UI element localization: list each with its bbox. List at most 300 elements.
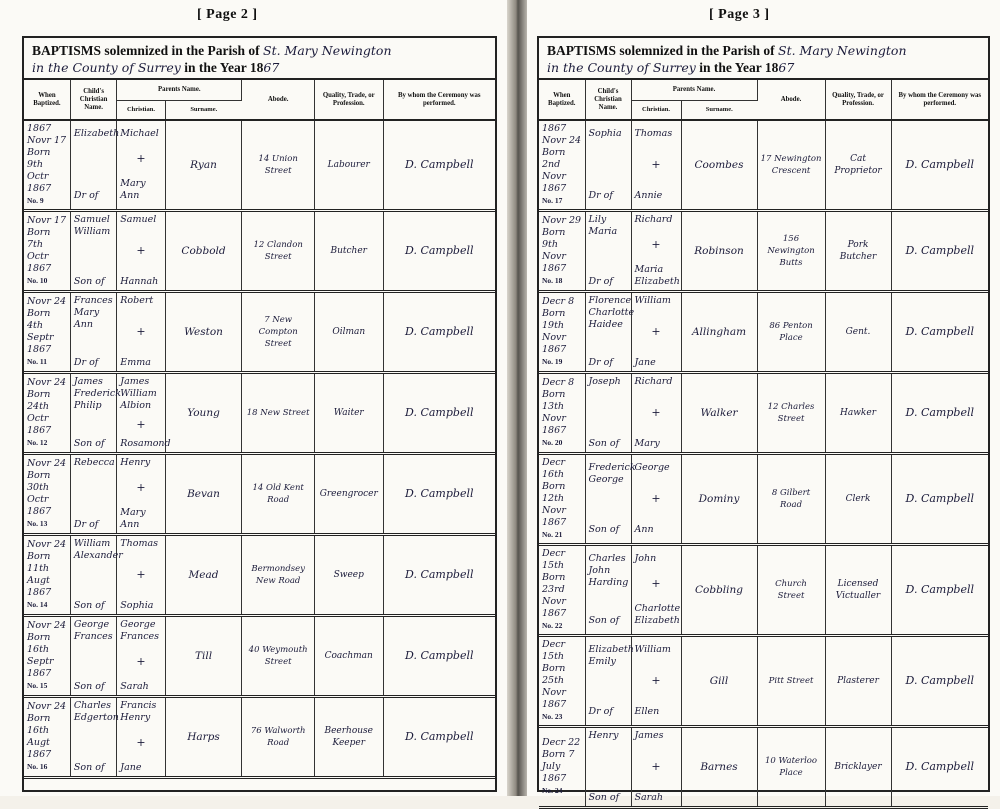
entry-number: No. 14 [27,600,48,609]
header-christian: Christian. [117,100,165,120]
cell-officiant-signature: D. Campbell [383,697,495,778]
child-stack [73,538,123,612]
child-relation: Son of [73,438,105,449]
parents-stack [635,730,678,804]
cell-child-name [585,373,631,454]
birth-date: Born 7th Octr 1867 [27,227,52,274]
cell-child-name [70,697,119,778]
header-child: Child's Christian Name. [70,80,116,120]
child-name: Sophia [588,128,622,139]
table-row [24,616,495,697]
mother-name: Mary Ann [120,178,146,201]
cell-abode: 8 Gilbert Road [757,454,825,545]
book-spine [507,0,527,796]
entry-number: No. 13 [27,519,48,528]
ampersand-mark: + [651,406,661,419]
cell-quality: Pork Butcher [825,211,891,292]
child-name: George Frances [73,619,113,642]
child-name: Joseph [588,376,621,387]
table-row [24,535,495,616]
cell-parents-christian [631,292,681,373]
cell-quality: Labourer [314,120,383,211]
title-county: in the County of Surrey [547,60,696,75]
mother-name: Emma [120,357,151,368]
child-name: Henry [588,730,619,741]
mother-name: Hannah [120,276,159,287]
cell-surname: Till [165,616,242,697]
cell-quality: Gent. [825,292,891,373]
header-abode: Abode. [757,80,825,120]
cell-officiant-signature: D. Campbell [891,545,988,636]
child-relation: Son of [73,600,105,611]
child-name: Rebecca [73,457,115,468]
parents-stack [635,376,678,450]
cell-parents-christian [631,454,681,545]
entry-number: No. 18 [542,276,563,285]
header-surname: Surname. [165,100,242,120]
cell-child-name [70,120,120,211]
child-stack [588,462,636,536]
entry-number: No. 11 [27,357,48,366]
cell-surname: Allingham [681,292,757,373]
parents-stack [120,295,161,369]
cell-abode: 14 Union Street [242,120,315,211]
header-parents: Parents Name. [117,80,242,100]
father-name: Richard [634,376,673,387]
child-stack [589,376,628,450]
cell-quality: Coachman [314,616,383,697]
parents-stack [120,457,161,531]
birth-date: Born 7 July 1867 [542,749,575,784]
birth-date: Born 30th Octr 1867 [27,470,52,517]
child-name: Frances Mary Ann [73,295,113,330]
child-relation: Dr of [588,190,613,201]
child-relation: Dr of [588,276,613,287]
ampersand-mark: + [136,481,146,494]
cell-abode: Pitt Street [757,636,825,727]
cell-officiant-signature: D. Campbell [891,636,988,727]
child-stack [74,214,113,288]
baptism-date: Novr 24 [27,296,67,307]
ampersand-mark: + [651,577,661,590]
cell-when-baptized [539,373,585,454]
cell-parents-christian [631,636,681,727]
cell-parents-christian [117,373,171,454]
cell-officiant-signature: D. Campbell [383,616,495,697]
parents-stack [120,214,161,288]
cell-quality: Hawker [825,373,891,454]
child-relation: Dr of [588,706,613,717]
cell-when-baptized [539,727,585,808]
cell-child-name [585,454,636,545]
cell-when-baptized [539,120,585,211]
cell-quality: Beerhouse Keeper [314,697,383,778]
header-christian: Christian. [631,100,681,120]
header-abode: Abode. [242,80,315,120]
table-row [539,545,988,636]
cell-child-name [585,545,631,636]
cell-surname: Ryan [165,120,242,211]
child-stack [588,644,634,718]
cell-parents-christian [117,292,165,373]
entry-number: No. 9 [27,196,44,205]
birth-date: Born 24th Octr 1867 [27,389,52,436]
child-stack [589,128,628,202]
header-by-whom: By whom the Ceremony was performed. [891,80,988,120]
cell-surname: Harps [165,697,242,778]
mother-name: Ann [634,524,654,535]
cell-quality: Clerk [825,454,891,545]
baptism-date: Novr 24 [27,539,67,550]
mother-name: Sarah [120,681,149,692]
cell-parents-christian [631,211,681,292]
cell-quality: Oilman [314,292,383,373]
table-row [539,292,988,373]
cell-surname: Cobbling [681,545,757,636]
mother-name: Jane [634,357,656,368]
ampersand-mark: + [651,238,661,251]
father-name: Samuel [120,214,157,225]
entry-number: No. 24 [542,786,563,795]
cell-officiant-signature: D. Campbell [891,454,988,545]
baptism-date: Decr 8 [542,377,575,388]
header-quality: Quality, Trade, or Profession. [825,80,891,120]
title-print: BAPTISMS solemnized in the Parish of [32,43,260,58]
cell-quality: Butcher [314,211,383,292]
cell-when-baptized [24,292,70,373]
father-name: Thomas [634,128,673,139]
cell-when-baptized [539,292,585,373]
cell-parents-christian [631,120,681,211]
child-name: Florence Charlotte Haidee [588,295,635,330]
cell-when-baptized [539,545,585,636]
title-year-hand: 67 [263,60,280,75]
child-stack [74,295,113,369]
child-name: Frederick George [588,462,636,485]
title-year-print: in the Year 18 [699,60,779,75]
ampersand-mark: + [136,325,146,338]
page-number-label: [ Page 3 ] [709,7,770,22]
header-by-whom: By whom the Ceremony was performed. [383,80,495,120]
ampersand-mark: + [136,418,146,431]
baptism-date: Novr 24 [27,458,67,469]
cell-parents-christian [117,120,165,211]
baptism-date: Decr 8 [542,296,575,307]
child-stack [588,295,635,369]
mother-name: Sarah [634,792,663,803]
title-county: in the County of Surrey [32,60,181,75]
cell-surname: Gill [681,636,757,727]
cell-quality: Greengrocer [314,454,383,535]
father-name: Henry [120,457,151,468]
child-stack [73,700,119,774]
register-title [539,38,988,80]
ampersand-mark: + [136,655,146,668]
table-row [539,373,988,454]
table-row [539,727,988,808]
cell-parents-christian [117,697,165,778]
cell-child-name [585,292,635,373]
birth-date: Born 2nd Novr 1867 [542,147,567,194]
cell-surname: Robinson [681,211,757,292]
child-name: Elizabeth [73,128,120,139]
cell-when-baptized [539,211,585,292]
father-name: George [634,462,670,473]
father-name: Richard [634,214,673,225]
birth-date: Born 25th Novr 1867 [542,663,567,710]
ampersand-mark: + [651,492,661,505]
cell-child-name [70,535,123,616]
cell-parents-christian [117,616,165,697]
birth-date: Born 12th Novr 1867 [542,481,567,528]
ampersand-mark: + [651,674,661,687]
table-row [539,211,988,292]
birth-date: Born 9th Novr 1867 [542,227,567,274]
title-parish: St. Mary Newington [263,43,392,58]
cell-parents-christian [631,545,681,636]
cell-abode: 7 New Compton Street [242,292,315,373]
header-parents: Parents Name. [631,80,757,100]
cell-surname: Coombes [681,120,757,211]
table-row [539,454,988,545]
father-name: William [634,644,671,655]
child-stack [589,214,628,288]
title-year-hand: 67 [778,60,795,75]
cell-abode: 17 Newington Crescent [757,120,825,211]
ampersand-mark: + [136,736,146,749]
cell-parents-christian [631,727,681,808]
child-relation: Son of [73,276,105,287]
cell-abode: 76 Walworth Road [242,697,315,778]
cell-when-baptized [24,120,70,211]
mother-name: Rosamond [120,438,171,449]
cell-abode: 40 Weymouth Street [242,616,315,697]
cell-quality: Sweep [314,535,383,616]
cell-abode: 156 Newington Butts [757,211,825,292]
register-frame [537,36,990,803]
birth-date: Born 9th Octr 1867 [27,147,52,194]
child-relation: Dr of [73,190,99,201]
mother-name: Ellen [634,706,660,717]
father-name: James William Albion [120,376,157,411]
header-when: When Baptized. [539,80,585,120]
child-stack [589,730,628,804]
child-relation: Dr of [73,357,99,368]
father-name: William [634,295,671,306]
table-row [24,454,495,535]
cell-quality: Plasterer [825,636,891,727]
table-row [24,373,495,454]
cell-surname: Barnes [681,727,757,808]
parents-stack [635,462,678,536]
cell-child-name [585,120,631,211]
child-relation: Son of [73,681,105,692]
cell-officiant-signature: D. Campbell [383,120,495,211]
child-stack [73,128,120,202]
cell-abode: Bermondsey New Road [242,535,315,616]
birth-date: Born 13th Novr 1867 [542,389,567,436]
parents-stack [635,644,678,718]
parents-stack [120,619,161,693]
mother-name: Annie [634,190,663,201]
register-page-right [527,0,1000,803]
title-year-print: in the Year 18 [184,60,264,75]
header-when: When Baptized. [24,80,70,120]
cell-child-name [585,727,631,808]
cell-when-baptized [24,697,70,778]
cell-quality: Cat Proprietor [825,120,891,211]
baptism-date: 1867 Novr 24 [542,123,582,146]
cell-abode: Church Street [757,545,825,636]
table-row [24,697,495,778]
baptism-date: Novr 17 [27,215,67,226]
header-surname: Surname. [681,100,757,120]
register-page-left [0,0,507,796]
cell-officiant-signature: D. Campbell [891,727,988,808]
child-relation: Son of [588,615,620,626]
entry-number: No. 17 [542,196,563,205]
birth-date: Born 11th Augt 1867 [27,551,52,598]
cell-quality: Bricklayer [825,727,891,808]
cell-child-name [70,292,116,373]
baptism-date: 1867 Novr 17 [27,123,67,146]
cell-surname: Mead [165,535,242,616]
ampersand-mark: + [651,325,661,338]
ampersand-mark: + [651,158,661,171]
parents-stack [635,295,678,369]
cell-parents-christian [117,454,165,535]
cell-parents-christian [117,535,165,616]
child-name: Charles John Harding [588,553,629,588]
father-name: George Frances [120,619,160,642]
cell-when-baptized [24,454,70,535]
parents-stack [635,214,678,288]
parents-stack [635,128,678,202]
mother-name: Charlotte Elizabeth [634,603,681,626]
mother-name: Maria Elizabeth [634,264,680,287]
cell-when-baptized [539,454,585,545]
cell-quality: Licensed Victualler [825,545,891,636]
cell-officiant-signature: D. Campbell [891,373,988,454]
cell-child-name [585,636,634,727]
entry-number: No. 12 [27,438,48,447]
cell-officiant-signature: D. Campbell [383,292,495,373]
register-frame [22,36,497,792]
father-name: James [634,730,664,741]
table-row [539,636,988,727]
cell-surname: Young [165,373,242,454]
child-name: Elizabeth Emily [588,644,634,667]
birth-date: Born 16th Septr 1867 [27,632,54,679]
table-row [539,120,988,211]
title-print: BAPTISMS solemnized in the Parish of [547,43,775,58]
child-stack [589,553,628,627]
child-relation: Son of [73,762,105,773]
father-name: John [634,553,657,564]
table-row [24,120,495,211]
child-relation: Son of [588,792,620,803]
birth-date: Born 4th Septr 1867 [27,308,54,355]
cell-when-baptized [24,211,70,292]
cell-abode: 18 New Street [242,373,315,454]
entry-number: No. 23 [542,712,563,721]
table-row [24,211,495,292]
cell-abode: 12 Charles Street [757,373,825,454]
child-name: Samuel William [73,214,111,237]
child-name: Charles Edgerton [73,700,119,723]
child-stack [74,619,113,693]
cell-surname: Weston [165,292,242,373]
parents-stack [634,553,681,627]
entry-number: No. 10 [27,276,48,285]
father-name: Thomas [120,538,159,549]
birth-date: Born 23rd Novr 1867 [542,572,567,619]
entry-number: No. 21 [542,530,563,539]
ampersand-mark: + [651,760,661,773]
child-name: William Alexander [73,538,123,561]
cell-officiant-signature: D. Campbell [383,211,495,292]
father-name: Robert [120,295,154,306]
mother-name: Mary [634,438,660,449]
table-row [24,292,495,373]
child-name: Lily Maria [588,214,618,237]
cell-child-name [70,616,116,697]
child-name: James Frederick Philip [73,376,122,411]
cell-officiant-signature: D. Campbell [891,120,988,211]
child-relation: Dr of [73,519,99,530]
parents-stack [120,376,171,450]
cell-abode: 86 Penton Place [757,292,825,373]
parents-stack [120,128,161,202]
child-stack [73,376,122,450]
header-quality: Quality, Trade, or Profession. [314,80,383,120]
baptism-date: Novr 24 [27,701,67,712]
father-name: Francis Henry [120,700,157,723]
mother-name: Mary Ann [120,507,146,530]
cell-child-name [70,211,116,292]
ampersand-mark: + [136,568,146,581]
entry-number: No. 20 [542,438,563,447]
page-number-label: [ Page 2 ] [197,7,258,22]
cell-when-baptized [539,636,585,727]
cell-officiant-signature: D. Campbell [891,292,988,373]
ampersand-mark: + [136,244,146,257]
register-title [24,38,495,80]
header-child: Child's Christian Name. [585,80,631,120]
baptism-table [539,80,988,809]
cell-surname: Bevan [165,454,242,535]
baptism-date: Decr 15th [542,548,566,571]
cell-child-name [70,373,122,454]
child-relation: Son of [588,438,620,449]
cell-abode: 10 Waterloo Place [757,727,825,808]
ampersand-mark: + [136,152,146,165]
mother-name: Sophia [120,600,154,611]
entry-number: No. 22 [542,621,563,630]
child-relation: Son of [588,524,620,535]
father-name: Michael [120,128,159,139]
child-stack [74,457,113,531]
cell-surname: Dominy [681,454,757,545]
cell-officiant-signature: D. Campbell [383,454,495,535]
baptism-date: Novr 29 [542,215,582,226]
cell-surname: Cobbold [165,211,242,292]
birth-date: Born 16th Augt 1867 [27,713,52,760]
cell-when-baptized [24,373,70,454]
entry-number: No. 19 [542,357,563,366]
cell-when-baptized [24,616,70,697]
cell-abode: 12 Clandon Street [242,211,315,292]
